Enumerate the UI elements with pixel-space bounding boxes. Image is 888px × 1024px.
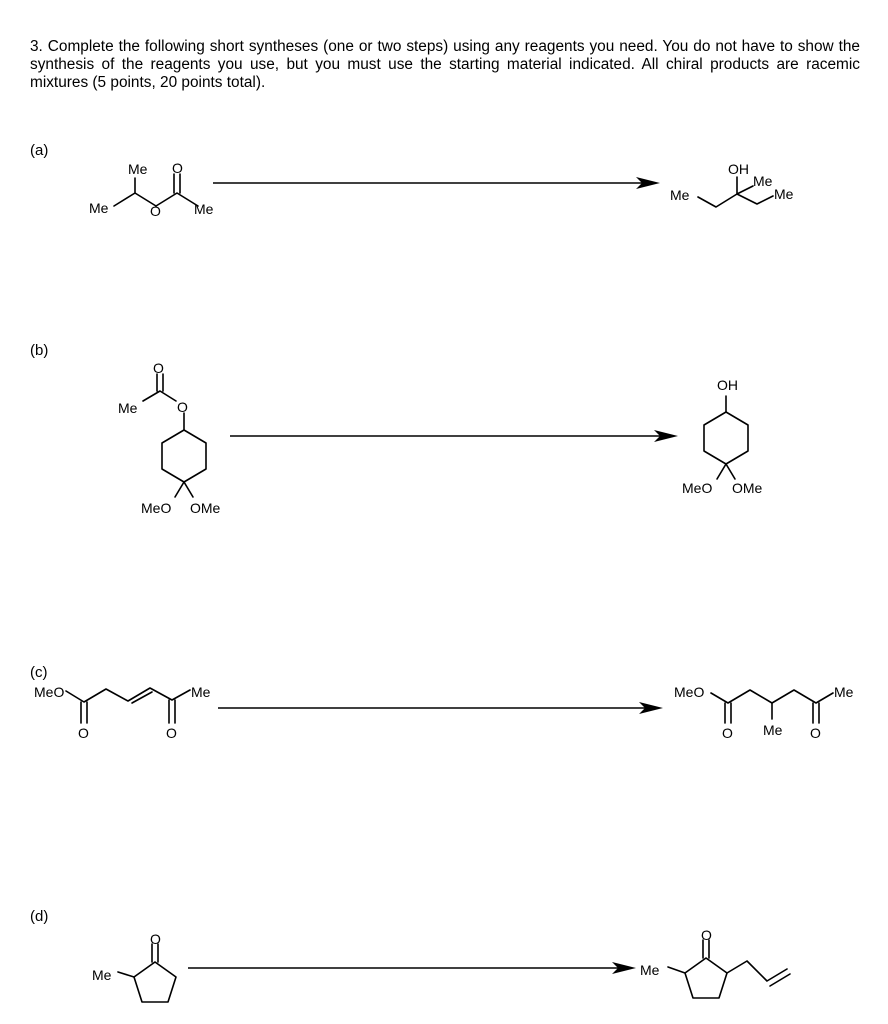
part-b-start-ome: OMe xyxy=(190,500,221,516)
part-d-reaction-arrow xyxy=(188,962,636,974)
part-a-reaction-arrow xyxy=(213,177,660,189)
part-c-product-me-right: Me xyxy=(834,684,854,700)
part-a-start-o-ester: O xyxy=(150,203,161,219)
part-b-start-o-ester: O xyxy=(177,399,188,415)
part-c-starting-material xyxy=(34,684,211,741)
part-c-product-o-right: O xyxy=(810,725,821,741)
part-a-start-me-top: Me xyxy=(128,161,148,177)
part-b-product-ome: OMe xyxy=(732,480,763,496)
part-d-start-me: Me xyxy=(92,967,112,983)
part-a-start-me-left: Me xyxy=(89,200,109,216)
part-c-reaction-arrow xyxy=(218,702,663,714)
part-a-label: (a) xyxy=(30,142,49,159)
part-b-product-oh: OH xyxy=(717,377,738,393)
part-a-starting-material xyxy=(89,160,214,219)
part-c-product-me-branch: Me xyxy=(763,722,783,738)
part-a-product-me-right: Me xyxy=(774,186,794,202)
part-b-product-meo: MeO xyxy=(682,480,713,496)
part-b-reaction-arrow xyxy=(230,430,678,442)
part-b-start-me: Me xyxy=(118,400,138,416)
part-c-start-meo: MeO xyxy=(34,684,65,700)
part-d-product-me: Me xyxy=(640,962,660,978)
part-c-product-o-left: O xyxy=(722,725,733,741)
part-b-starting-material xyxy=(118,360,221,516)
part-b-label: (b) xyxy=(30,342,49,359)
part-a-product-me-branch: Me xyxy=(753,173,773,189)
part-a-product xyxy=(670,161,794,207)
part-b-product xyxy=(682,377,763,496)
part-c-product xyxy=(674,684,854,741)
part-b-start-o-carbonyl: O xyxy=(153,360,164,376)
part-a-start-me-right: Me xyxy=(194,201,214,217)
part-c-start-me: Me xyxy=(191,684,211,700)
question-text: 3. Complete the following short syntheses (one or two steps) using any reagents you need. You do not have to show the synthesis of the reagents you use, but you must use the starting material indicated. All chiral products are racemic mixtures (5 points, 20 points total). xyxy=(30,38,860,91)
part-d-product xyxy=(640,927,790,998)
part-c-start-o-left: O xyxy=(78,725,89,741)
part-a-product-me-left: Me xyxy=(670,187,690,203)
part-c-label: (c) xyxy=(30,664,48,681)
part-b-start-meo: MeO xyxy=(141,500,172,516)
part-a-start-o-carbonyl: O xyxy=(172,160,183,176)
part-a-product-oh: OH xyxy=(728,161,749,177)
part-d-product-o: O xyxy=(701,927,712,943)
part-d-label: (d) xyxy=(30,908,49,925)
part-c-start-o-right: O xyxy=(166,725,177,741)
part-c-product-meo: MeO xyxy=(674,684,705,700)
part-d-start-o: O xyxy=(150,931,161,947)
part-d-starting-material xyxy=(92,931,176,1002)
